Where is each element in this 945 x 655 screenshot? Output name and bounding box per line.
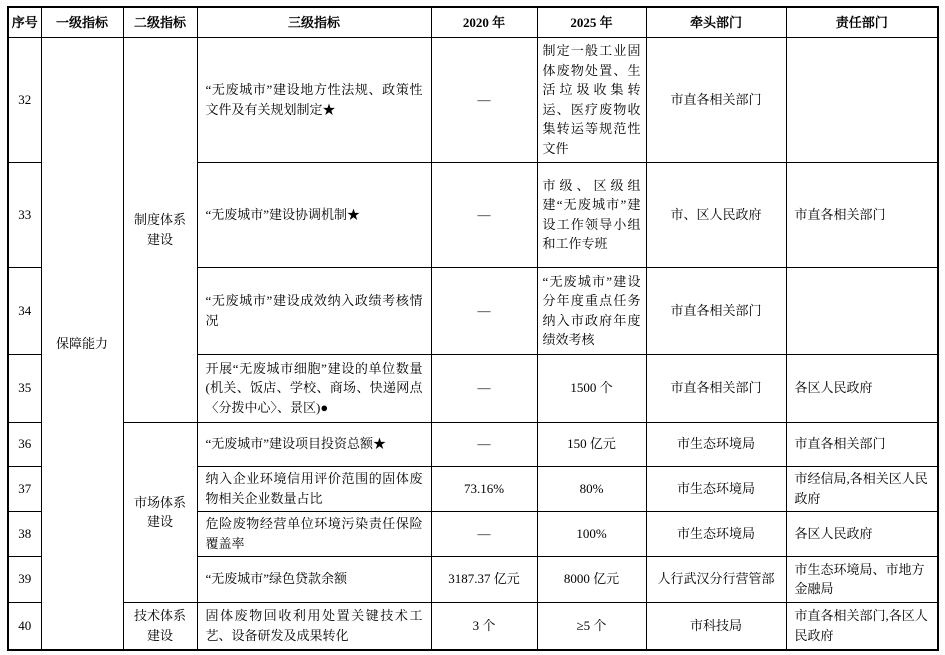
col-header-resp: 责任部门 — [786, 7, 938, 37]
cell-resp: 市经信局,各相关区人民政府 — [786, 466, 938, 511]
cell-no: 40 — [8, 602, 41, 650]
cell-2020: — — [431, 422, 537, 466]
cell-no: 35 — [8, 354, 41, 422]
cell-no: 34 — [8, 267, 41, 354]
cell-lead: 市生态环境局 — [646, 511, 786, 556]
cell-level3: 纳入企业环境信用评价范围的固体废物相关企业数量占比 — [197, 466, 431, 511]
col-header-level3: 三级指标 — [197, 7, 431, 37]
cell-no: 38 — [8, 511, 41, 556]
cell-lead: 市直各相关部门 — [646, 267, 786, 354]
cell-no: 36 — [8, 422, 41, 466]
cell-2025: “无废城市”建设分年度重点任务纳入市政府年度绩效考核 — [537, 267, 646, 354]
cell-level1: 保障能力 — [41, 37, 123, 650]
cell-resp: 市生态环境局、市地方金融局 — [786, 556, 938, 602]
cell-2020: — — [431, 354, 537, 422]
col-header-2025: 2025 年 — [537, 7, 646, 37]
cell-level3: “无废城市”绿色贷款余额 — [197, 556, 431, 602]
cell-level3: “无废城市”建设项目投资总额★ — [197, 422, 431, 466]
table-row — [8, 602, 938, 650]
header-row — [8, 7, 938, 37]
cell-2025: 80% — [537, 466, 646, 511]
cell-resp: 市直各相关部门 — [786, 422, 938, 466]
cell-level3: “无废城市”建设成效纳入政绩考核情况 — [197, 267, 431, 354]
cell-2025: 100% — [537, 511, 646, 556]
cell-lead: 市科技局 — [646, 602, 786, 650]
cell-level3: “无废城市”建设地方性法规、政策性文件及有关规划制定★ — [197, 37, 431, 162]
cell-2020: 73.16% — [431, 466, 537, 511]
cell-no: 39 — [8, 556, 41, 602]
cell-lead: 市、区人民政府 — [646, 162, 786, 267]
cell-resp — [786, 267, 938, 354]
cell-level2: 技术体系建设 — [123, 602, 197, 650]
cell-2025: 8000 亿元 — [537, 556, 646, 602]
cell-lead: 市直各相关部门 — [646, 37, 786, 162]
cell-resp: 市直各相关部门,各区人民政府 — [786, 602, 938, 650]
cell-2020: — — [431, 511, 537, 556]
table-row — [8, 37, 938, 162]
cell-resp — [786, 37, 938, 162]
cell-no: 33 — [8, 162, 41, 267]
cell-2020: — — [431, 37, 537, 162]
col-header-level2: 二级指标 — [123, 7, 197, 37]
cell-level2: 市场体系建设 — [123, 422, 197, 602]
cell-2025: ≥5 个 — [537, 602, 646, 650]
cell-2020: 3 个 — [431, 602, 537, 650]
cell-2025: 150 亿元 — [537, 422, 646, 466]
cell-resp: 各区人民政府 — [786, 511, 938, 556]
cell-level3: 固体废物回收利用处置关键技术工艺、设备研发及成果转化 — [197, 602, 431, 650]
cell-resp: 各区人民政府 — [786, 354, 938, 422]
cell-no: 37 — [8, 466, 41, 511]
cell-lead: 市直各相关部门 — [646, 354, 786, 422]
cell-lead: 市生态环境局 — [646, 466, 786, 511]
cell-lead: 市生态环境局 — [646, 422, 786, 466]
cell-2025: 市级、区级组建“无废城市”建设工作领导小组和工作专班 — [537, 162, 646, 267]
col-header-no: 序号 — [8, 7, 41, 37]
table-row — [8, 422, 938, 466]
cell-2025: 制定一般工业固体废物处置、生活垃圾收集转运、医疗废物收集转运等规范性文件 — [537, 37, 646, 162]
cell-2020: — — [431, 267, 537, 354]
col-header-lead: 牵头部门 — [646, 7, 786, 37]
cell-level2: 制度体系建设 — [123, 37, 197, 422]
cell-level3: “无废城市”建设协调机制★ — [197, 162, 431, 267]
col-header-2020: 2020 年 — [431, 7, 537, 37]
cell-level3: 危险废物经营单位环境污染责任保险覆盖率 — [197, 511, 431, 556]
indicator-table — [7, 6, 939, 651]
cell-2025: 1500 个 — [537, 354, 646, 422]
cell-2020: 3187.37 亿元 — [431, 556, 537, 602]
cell-lead: 人行武汉分行营管部 — [646, 556, 786, 602]
cell-resp: 市直各相关部门 — [786, 162, 938, 267]
cell-no: 32 — [8, 37, 41, 162]
cell-level3: 开展“无废城市细胞”建设的单位数量(机关、饭店、学校、商场、快递网点〈分拨中心〉、景区)● — [197, 354, 431, 422]
cell-2020: — — [431, 162, 537, 267]
col-header-level1: 一级指标 — [41, 7, 123, 37]
